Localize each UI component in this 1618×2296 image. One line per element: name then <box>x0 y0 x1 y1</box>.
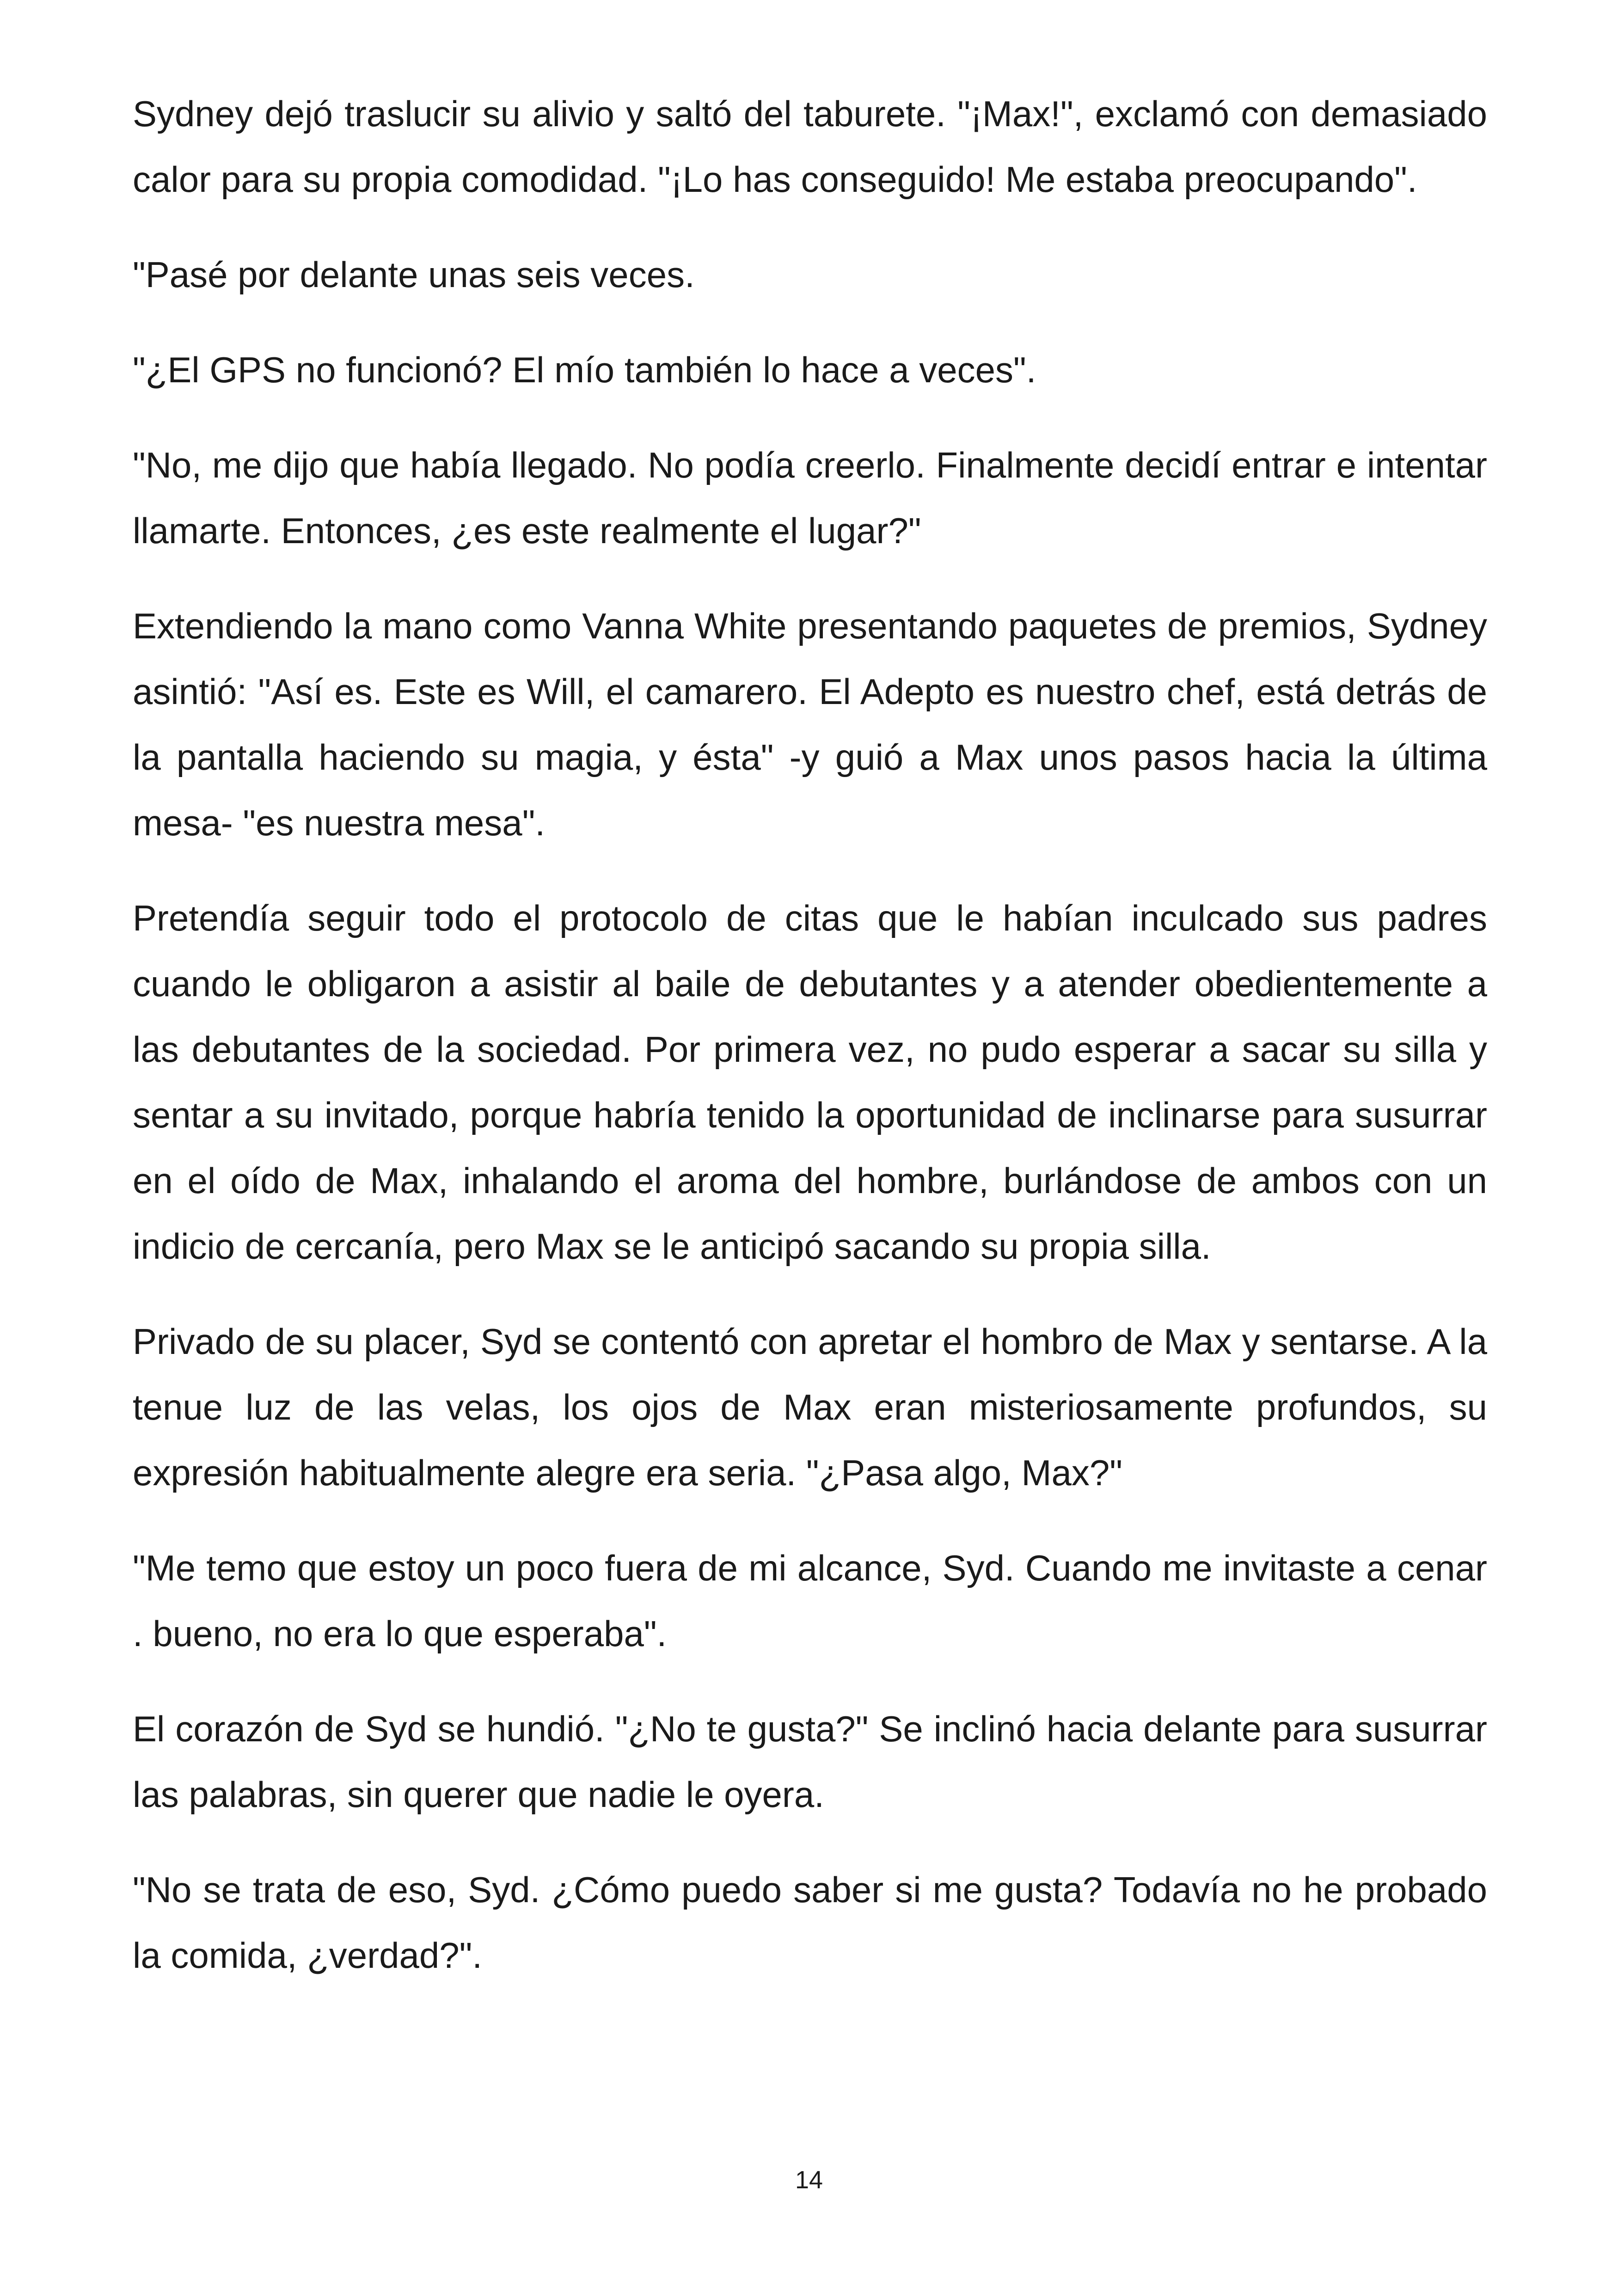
paragraph-9: El corazón de Syd se hundió. "¿No te gusta?" Se inclinó hacia delante para susurrar las palabras, sin querer que nadie le oyera. <box>133 1708 1487 1815</box>
paragraph-6: Pretendía seguir todo el protocolo de citas que le habían inculcado sus padres cuando le obligaron a asistir al baile de debutantes y a atender obedientemente a las debutantes de la sociedad. Por primera vez, no pudo esperar a sacar su silla y sentar a su invitado, porque habría tenido la oportunidad de inclinarse para susurrar en el oído de Max, inhalando el aroma del hombre, burlándose de ambos con un indicio de cercanía, pero Max se le anticipó sacando su propia silla. <box>133 898 1487 1267</box>
paragraph-7: Privado de su placer, Syd se contentó con apretar el hombro de Max y sentarse. A la tenue luz de las velas, los ojos de Max eran misteriosamente profundos, su expresión habitualmente alegre era seria. "¿Pasa algo, Max?" <box>133 1321 1487 1493</box>
paragraph-1: Sydney dejó traslucir su alivio y saltó del taburete. "¡Max!", exclamó con demasiado calor para su propia comodidad. "¡Lo has conseguido! Me estaba preocupando". <box>133 93 1487 200</box>
paragraph-8: "Me temo que estoy un poco fuera de mi alcance, Syd. Cuando me invitaste a cenar . bueno, no era lo que esperaba". <box>133 1548 1487 1654</box>
paragraph-2: "Pasé por delante unas seis veces. <box>133 254 695 295</box>
paragraph-3: "¿El GPS no funcionó? El mío también lo hace a veces". <box>133 349 1036 390</box>
paragraph-4: "No, me dijo que había llegado. No podía creerlo. Finalmente decidí entrar e intentar llamarte. Entonces, ¿es este realmente el lugar?" <box>133 445 1487 551</box>
paragraph-5: Extendiendo la mano como Vanna White presentando paquetes de premios, Sydney asintió: "Así es. Este es Will, el camarero. El Adepto es nuestro chef, está detrás de la pantalla haciendo su magia, y ésta" -y guió a Max unos pasos hacia la última mesa- "es nuestra mesa". <box>133 606 1487 843</box>
paragraph-10: "No se trata de eso, Syd. ¿Cómo puedo saber si me gusta? Todavía no he probado la comida, ¿verdad?". <box>133 1869 1487 1976</box>
body-text <box>133 81 1487 2018</box>
page-number: 14 <box>795 2166 823 2194</box>
